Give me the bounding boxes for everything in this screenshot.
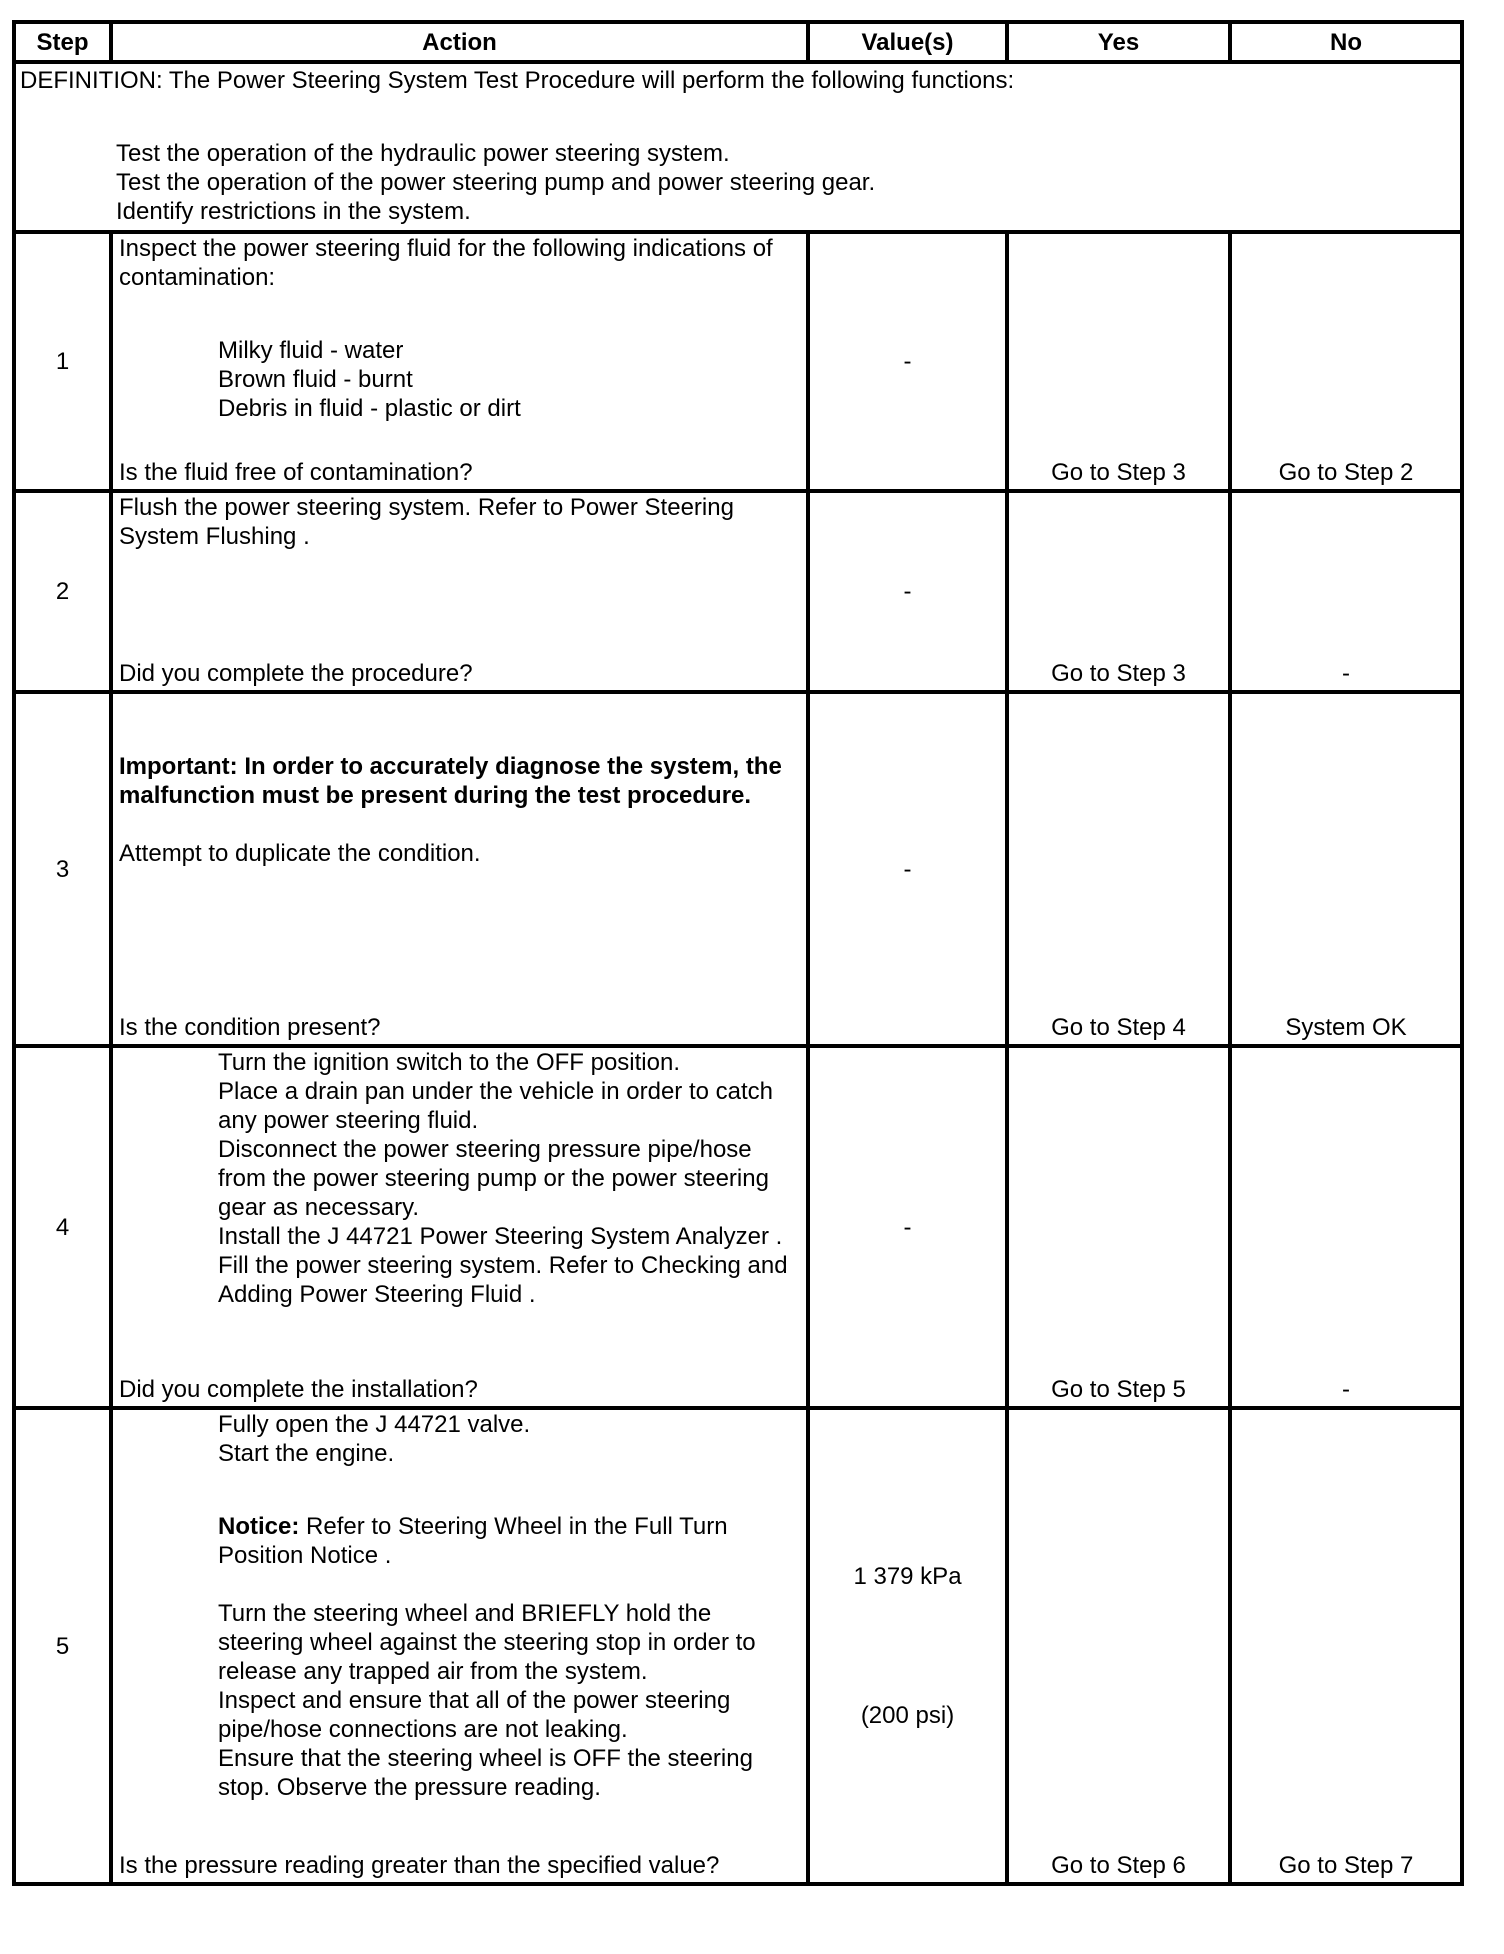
list-item: Ensure that the steering wheel is OFF the steering stop. Observe the pressure reading. <box>218 1745 753 1801</box>
step-number: 2 <box>14 491 111 692</box>
action-cell <box>111 232 808 491</box>
definition-intro: DEFINITION: The Power Steering System Test Procedure will perform the following functions: <box>20 67 1015 94</box>
list-item: Turn the ignition switch to the OFF position. <box>218 1049 680 1076</box>
no-link: - <box>1230 491 1462 692</box>
header-yes: Yes <box>1007 22 1230 62</box>
list-item: Start the engine. <box>218 1440 395 1467</box>
value-cell: - <box>808 491 1007 692</box>
list-item: Debris in fluid - plastic or dirt <box>218 395 521 422</box>
step-number: 5 <box>14 1408 111 1884</box>
value-cell: - <box>808 232 1007 491</box>
notice-note <box>218 1512 800 1570</box>
action-intro: Inspect the power steering fluid for the following indications of contamination: <box>119 235 773 291</box>
list-item: Brown fluid - burnt <box>218 366 413 393</box>
header-action: Action <box>111 22 808 62</box>
value-cell: - <box>808 1046 1007 1408</box>
list-item: Milky fluid - water <box>218 337 404 364</box>
header-no: No <box>1230 22 1462 62</box>
value-cell: - <box>808 692 1007 1046</box>
list-item: Turn the steering wheel and BRIEFLY hold the steering wheel against the steering stop in order to release any trapped air from the system. <box>218 1600 756 1685</box>
definition-cell <box>14 62 1462 232</box>
yes-link: Go to Step 3 <box>1007 232 1230 491</box>
value-kpa: 1 379 kPa <box>853 1563 962 1590</box>
step-number: 1 <box>14 232 111 491</box>
no-link: System OK <box>1230 692 1462 1046</box>
no-link: Go to Step 2 <box>1230 232 1462 491</box>
step-row-4 <box>14 1046 1462 1408</box>
list-item: Fully open the J 44721 valve. <box>218 1411 531 1438</box>
step-row-5 <box>14 1408 1462 1884</box>
action-question: Is the condition present? <box>119 1014 381 1041</box>
step-row-2 <box>14 491 1462 692</box>
value-cell <box>808 1408 1007 1884</box>
header-values: Value(s) <box>808 22 1007 62</box>
action-cell <box>111 1408 808 1884</box>
list-item: Place a drain pan under the vehicle in order to catch any power steering fluid. <box>218 1078 774 1134</box>
step-number: 4 <box>14 1046 111 1408</box>
no-link: Go to Step 7 <box>1230 1408 1462 1884</box>
yes-link: Go to Step 4 <box>1007 692 1230 1046</box>
important-note: Important: In order to accurately diagnose the system, the malfunction must be present during the test procedure. <box>119 753 782 809</box>
action-question: Is the pressure reading greater than the specified value? <box>119 1852 720 1879</box>
action-question: Did you complete the installation? <box>119 1376 478 1403</box>
header-row <box>14 22 1462 62</box>
step-number: 3 <box>14 692 111 1046</box>
yes-link: Go to Step 5 <box>1007 1046 1230 1408</box>
step-row-3 <box>14 692 1462 1046</box>
procedure-table <box>12 20 1464 1886</box>
value-psi: (200 psi) <box>860 1702 955 1729</box>
list-item: Disconnect the power steering pressure pipe/hose from the power steering pump or the power steering gear as necessary. <box>218 1136 769 1221</box>
action-intro: Flush the power steering system. Refer to Power Steering System Flushing . <box>119 494 734 550</box>
action-cell <box>111 1046 808 1408</box>
list-item: Inspect and ensure that all of the power steering pipe/hose connections are not leaking. <box>218 1687 731 1743</box>
notice-text: Refer to Steering Wheel in the Full Turn Position Notice . <box>218 1513 728 1569</box>
notice-label: Notice: <box>218 1513 300 1540</box>
action-cell <box>111 692 808 1046</box>
yes-link: Go to Step 3 <box>1007 491 1230 692</box>
no-link: - <box>1230 1046 1462 1408</box>
action-text: Attempt to duplicate the condition. <box>119 840 481 867</box>
definition-item: Test the operation of the hydraulic power steering system. <box>116 140 730 167</box>
list-item: Install the J 44721 Power Steering System Analyzer . <box>218 1223 783 1250</box>
step-row-1 <box>14 232 1462 491</box>
definition-item: Test the operation of the power steering pump and power steering gear. <box>116 169 876 196</box>
list-item: Fill the power steering system. Refer to Checking and Adding Power Steering Fluid . <box>218 1252 788 1308</box>
action-question: Is the fluid free of contamination? <box>119 459 473 486</box>
definition-row <box>14 62 1462 232</box>
action-question: Did you complete the procedure? <box>119 660 473 687</box>
definition-item: Identify restrictions in the system. <box>116 198 471 225</box>
action-cell <box>111 491 808 692</box>
header-step: Step <box>14 22 111 62</box>
yes-link: Go to Step 6 <box>1007 1408 1230 1884</box>
